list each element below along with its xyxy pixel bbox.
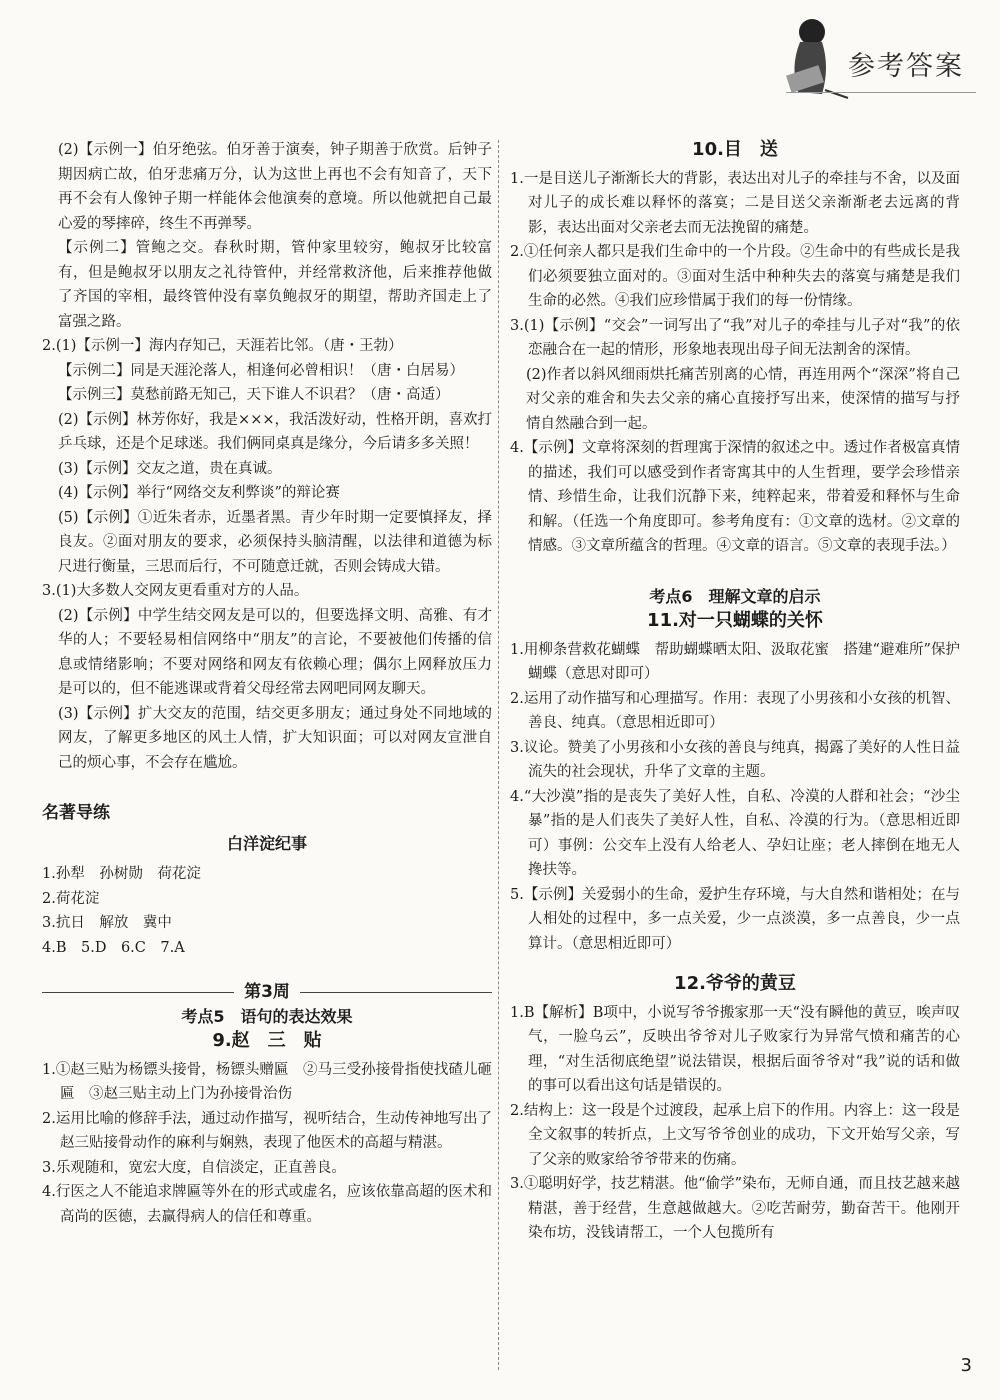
mingzhu-answer-1: 1.孙犁 孙树勋 荷花淀 [42, 866, 201, 882]
page-number: 3 [960, 1355, 972, 1376]
answer-2-2-example-2: 【示例二】管鲍之交。春秋时期，管仲家里较穷，鲍叔牙比较富有，但是鲍叔牙以朋友之礼待管仲，并经常救济他，后来推荐他做了齐国的宰相，最终管仲没有辜负鲍叔牙的期望，帮助齐国走上了富强之路。 [58, 240, 492, 330]
article-9-title: 9.赵 三 贴 [212, 1030, 322, 1051]
mingzhu-answer-2: 2.荷花淀 [42, 890, 100, 907]
mingzhu-answer-3: 3.抗日 解放 冀中 [42, 915, 172, 931]
left-column [42, 138, 492, 1229]
article-10-title: 10.目 送 [692, 139, 778, 160]
column-divider [498, 140, 499, 1370]
keypoint-6-title: 考点6 理解文章的启示 [649, 586, 821, 606]
answer-2-2b: (2)【示例】林芳你好，我是×××，我活泼好动，性格开朗，喜欢打乒乓球，还是个足球迷。我们俩同桌真是缘分，今后请多多关照！ [58, 411, 492, 452]
article-9-answer-4: 4.行医之人不能追求牌匾等外在的形式或虚名，应该依靠高超的医术和高尚的医德，去赢得病人的信任和尊重。 [42, 1184, 492, 1225]
mingzhu-answer-4-7: 4.B 5.D 6.C 7.A [42, 939, 185, 956]
article-12-title: 12.爷爷的黄豆 [674, 973, 796, 994]
article-11-answer-2: 2.运用了动作描写和心理描写。作用：表现了小男孩和小女孩的机智、善良、纯真。（意思相近即可） [510, 690, 960, 731]
answer-2-5: (5)【示例】①近朱者赤，近墨者黑。青少年时期一定要慎择友，择良友。②面对朋友的要求，必须保持头脑清醒，以法律和道德为标尺进行衡量，三思而后行，不可随意迁就，否则会铸成大错。 [58, 509, 492, 575]
article-9-answer-3: 3.乐观随和，宽宏大度，自信淡定，正直善良。 [42, 1159, 346, 1176]
week-rule-right [300, 992, 492, 993]
answer-3-1: 3.(1)大多数人交网友更看重对方的人品。 [42, 583, 309, 599]
article-10-answer-1: 1.一是目送儿子渐渐长大的背影，表达出对儿子的牵挂与不舍，以及面对儿子的成长难以释怀的落寞；二是目送父亲渐渐老去远离的背影，表达出面对父亲老去而无法挽留的痛楚。 [510, 170, 960, 236]
article-11-title: 11.对一只蝴蝶的关怀 [647, 610, 823, 631]
article-10-answer-3-2: (2)作者以斜风细雨烘托痛苦别离的心情，再连用两个“深深”将自己对父亲的难舍和失去父亲的痛心直接抒写出来，使深情的描写与抒情自然融合到一起。 [526, 366, 960, 432]
article-10-answer-3-1: 3.(1)【示例】“交会”一词写出了“我”对儿子的牵挂与儿子对“我”的依恋融合在一起的情形，形象地表现出母子间无法割舍的深情。 [510, 317, 960, 358]
answer-3-2: (2)【示例】中学生结交网友是可以的，但要选择文明、高雅、有才华的人；不要轻易相信网络中“朋友”的言论，不要被他们传播的信息或情绪影响；不要对网络和网友有依赖心理；偶尔上网释放压力是可以的，但不能逃课或背着父母经常去网吧同网友聊天。 [58, 607, 492, 697]
week-divider [42, 980, 492, 1005]
article-12-answer-1: 1.B【解析】B项中，小说写爷爷搬家那一天“没有瞬他的黄豆，唉声叹气，一脸乌云”，反映出爷爷对儿子败家行为异常气愤和痛苦的心理，“对生活彻底绝望”说法错误，根据后面爷爷对“我”说的话和做的事可以看出这句话是错误的。 [510, 1004, 960, 1094]
answer-2-1-example-2: 【示例二】同是天涯沦落人，相逢何必曾相识！（唐・白居易） [58, 362, 464, 379]
answer-2-4: (4)【示例】举行“网络交友利弊谈”的辩论赛 [58, 485, 340, 501]
answer-2-1-example-3: 【示例三】莫愁前路无知己，天下谁人不识君？（唐・高适） [58, 387, 450, 403]
article-9-answer-1: 1.①赵三贴为杨镖头接骨，杨镖头赠匾 ②马三受孙接骨指使找碴儿砸匾 ③赵三贴主动上门为孙接骨治伤 [42, 1061, 492, 1102]
mingzhu-heading: 名著导练 [42, 803, 110, 823]
answer-2-3: (3)【示例】交友之道，贵在真诚。 [58, 460, 282, 477]
article-9-answer-2: 2.运用比喻的修辞手法，通过动作描写，视听结合，生动传神地写出了赵三贴接骨动作的麻利与娴熟，表现了他医术的高超与精湛。 [42, 1110, 492, 1151]
header-title: 参考答案 [848, 51, 964, 82]
article-12-answer-3: 3.①聪明好学，技艺精湛。他“偷学”染布，无师自通，而且技艺越来越精湛，善于经营，生意越做越大。②吃苦耐劳，勤奋苦干。他刚开染布坊，没钱请帮工，一个人包揽所有 [510, 1176, 960, 1241]
article-11-answer-4: 4.“大沙漠”指的是丧失了美好人性，自私、冷漠的人群和社会；“沙尘暴”指的是人们丧失了美好人性，自私、冷漠的行为。（意思相近即可）事例：公交车上没有人给老人、孕妇让座；老人摔倒在地无人搀扶等。 [510, 788, 960, 878]
right-column [510, 138, 960, 1246]
article-11-answer-1: 1.用柳条营救花蝴蝶 帮助蝴蝶晒太阳、汲取花蜜 搭建“避难所”保护蝴蝶（意思对即可） [510, 641, 960, 682]
article-10-answer-4: 4.【示例】文章将深刻的哲理寓于深情的叙述之中。透过作者极富真情的描述，我们可以感受到作者寄寓其中的人生哲理，要学会珍惜亲情、珍惜生命，让我们沉静下来，纯粹起来，带着爱和释怀与生命和解。（任选一个角度即可。参考角度有：①文章的选材。②文章的情感。③文章所蕴含的哲理。④文章的语言。⑤文章的表现手法。） [510, 440, 960, 554]
keypoint-5-title: 考点5 语句的表达效果 [181, 1006, 353, 1026]
reading-girl-illustration [770, 12, 850, 102]
mingzhu-book-title: 白洋淀纪事 [226, 833, 307, 853]
answer-3-3: (3)【示例】扩大交友的范围，结交更多朋友；通过身处不同地域的网友，了解更多地区的风土人情，扩大知识面；可以对网友宣泄自己的烦心事，不会存在尴尬。 [58, 705, 492, 771]
article-10-answer-2: 2.①任何亲人都只是我们生命中的一个片段。②生命中的有些成长是我们必须要独立面对的。③面对生活中种种失去的落寞与痛楚是我们生命的必然。④我们应珍惜属于我们的每一份情缘。 [510, 244, 960, 309]
page-header [0, 0, 1000, 110]
answer-2-2-example-1: (2)【示例一】伯牙绝弦。伯牙善于演奏，钟子期善于欣赏。后钟子期因病亡故，伯牙悲痛万分，认为这世上再也不会有知音了，天下再不会有人像钟子期一样能体会他演奏的意境。所以他就把自己最心爱的琴摔碎，终生不再弹琴。 [58, 142, 492, 232]
week-label: 第3周 [244, 982, 290, 1002]
article-11-answer-3: 3.议论。赞美了小男孩和小女孩的善良与纯真，揭露了美好的人性日益流失的社会现状，升华了文章的主题。 [510, 739, 960, 780]
answer-2-1: 2.(1)【示例一】海内存知己，天涯若比邻。（唐・王勃） [42, 338, 403, 354]
article-11-answer-5: 5.【示例】关爱弱小的生命，爱护生存环境，与大自然和谐相处；在与人相处的过程中，多一点关爱，少一点淡漠，多一点善良，少一点算计。（意思相近即可） [510, 886, 960, 952]
week-rule-left [42, 992, 234, 993]
header-rule [786, 92, 976, 93]
article-12-answer-2: 2.结构上：这一段是个过渡段，起承上启下的作用。内容上：这一段是全文叙事的转折点，上文写爷爷创业的成功，下文开始写父亲，写了父亲的败家给爷爷带来的伤痛。 [510, 1102, 960, 1168]
